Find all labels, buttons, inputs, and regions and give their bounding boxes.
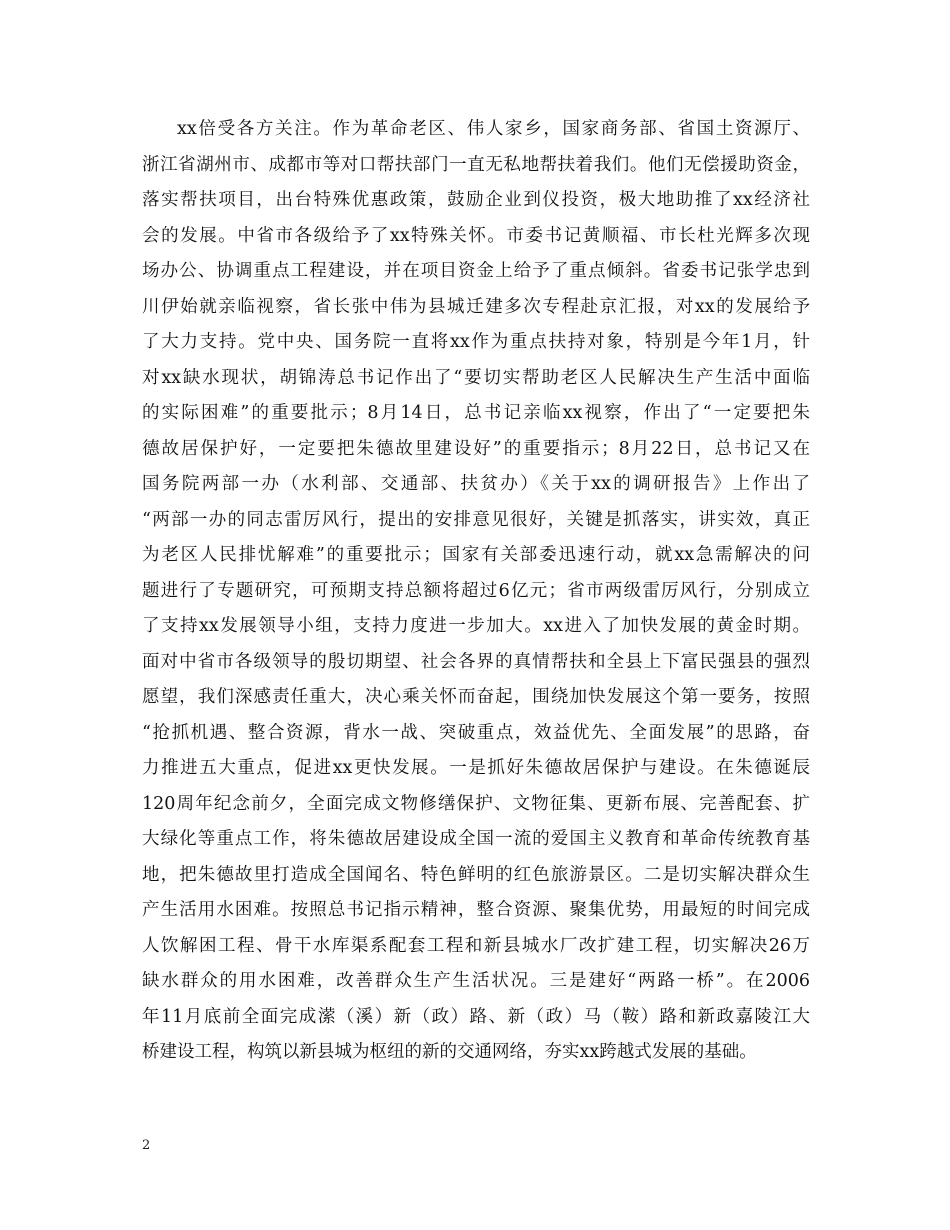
text-line: 年11月底前全面完成潆（溪）新（政）路、新（政）马（鞍）路和新政嘉陵江大 [142,1006,810,1027]
text-line: 国务院两部一办（水利部、交通部、扶贫办）《关于xx的调研报告》上作出了 [142,474,810,494]
text-line: 德故居保护好，一定要把朱德故里建设好”的重要指示；8月22日，总书记又在 [142,438,810,459]
text-line: 了大力支持。党中央、国务院一直将xx作为重点扶持对象，特别是今年1月，针 [142,332,810,352]
text-line: 浙江省湖州市、成都市等对口帮扶部门一直无私地帮扶着我们。他们无偿援助资金， [142,154,810,175]
text-line: xx倍受各方关注。作为革命老区、伟人家乡，国家商务部、省国土资源厅、 [177,119,810,139]
text-line: 了支持xx发展领导小组，支持力度进一步加大。xx进入了加快发展的黄金时期。 [142,616,810,636]
body-paragraph [142,112,810,1071]
text-line: 桥建设工程，构筑以新县城为枢纽的新的交通网络，夯实xx跨越式发展的基础。 [142,1042,757,1062]
text-line: 为老区人民排忧解难”的重要批示；国家有关部委迅速行动，就xx急需解决的问 [142,545,810,565]
text-line: 川伊始就亲临视察，省长张中伟为县城迁建多次专程赴京汇报，对xx的发展给予 [142,296,810,317]
text-line: 题进行了专题研究，可预期支持总额将超过6亿元；省市两级雷厉风行，分别成立 [142,580,810,601]
text-line: 缺水群众的用水困难，改善群众生产生活状况。三是建好“两路一桥”。在2006 [142,971,810,991]
text-line: 人饮解困工程、骨干水库渠系配套工程和新县城水厂改扩建工程，切实解决26万 [142,935,810,956]
text-line: 落实帮扶项目，出台特殊优惠政策，鼓励企业到仪投资，极大地助推了xx经济社 [142,190,810,210]
text-line: 面对中省市各级领导的殷切期望、社会各界的真情帮扶和全县上下富民强县的强烈 [142,651,810,672]
text-line: 的实际困难”的重要批示；8月14日，总书记亲临xx视察，作出了“一定要把朱 [142,403,810,423]
text-line: 对xx缺水现状，胡锦涛总书记作出了“要切实帮助老区人民解决生产生活中面临 [142,367,810,388]
text-line: 场办公、协调重点工程建设，并在项目资金上给予了重点倾斜。省委书记张学忠到 [142,261,810,281]
text-line: 愿望，我们深感责任重大，决心乘关怀而奋起，围绕加快发展这个第一要务，按照 [142,687,810,707]
text-line: 产生活用水困难。按照总书记指示精神，整合资源、聚集优势，用最短的时间完成 [142,900,810,920]
text-line: 会的发展。中省市各级给予了xx特殊关怀。市委书记黄顺福、市长杜光辉多次现 [142,225,810,246]
text-line: 大绿化等重点工作，将朱德故居建设成全国一流的爱国主义教育和革命传统教育基 [142,829,810,849]
text-line: 力推进五大重点，促进xx更快发展。一是抓好朱德故居保护与建设。在朱德诞辰 [142,758,810,778]
text-line: 120周年纪念前夕，全面完成文物修缮保护、文物征集、更新布展、完善配套、扩 [142,793,810,814]
text-line: 地，把朱德故里打造成全国闻名、特色鲜明的红色旅游景区。二是切实解决群众生 [142,864,810,885]
text-line: “抢抓机遇、整合资源，背水一战、突破重点，效益优先、全面发展”的思路，奋 [142,722,810,743]
text-line: “两部一办的同志雷厉风行，提出的安排意见很好，关键是抓落实，讲实效，真正 [142,509,810,530]
page-number: 2 [142,1138,151,1153]
